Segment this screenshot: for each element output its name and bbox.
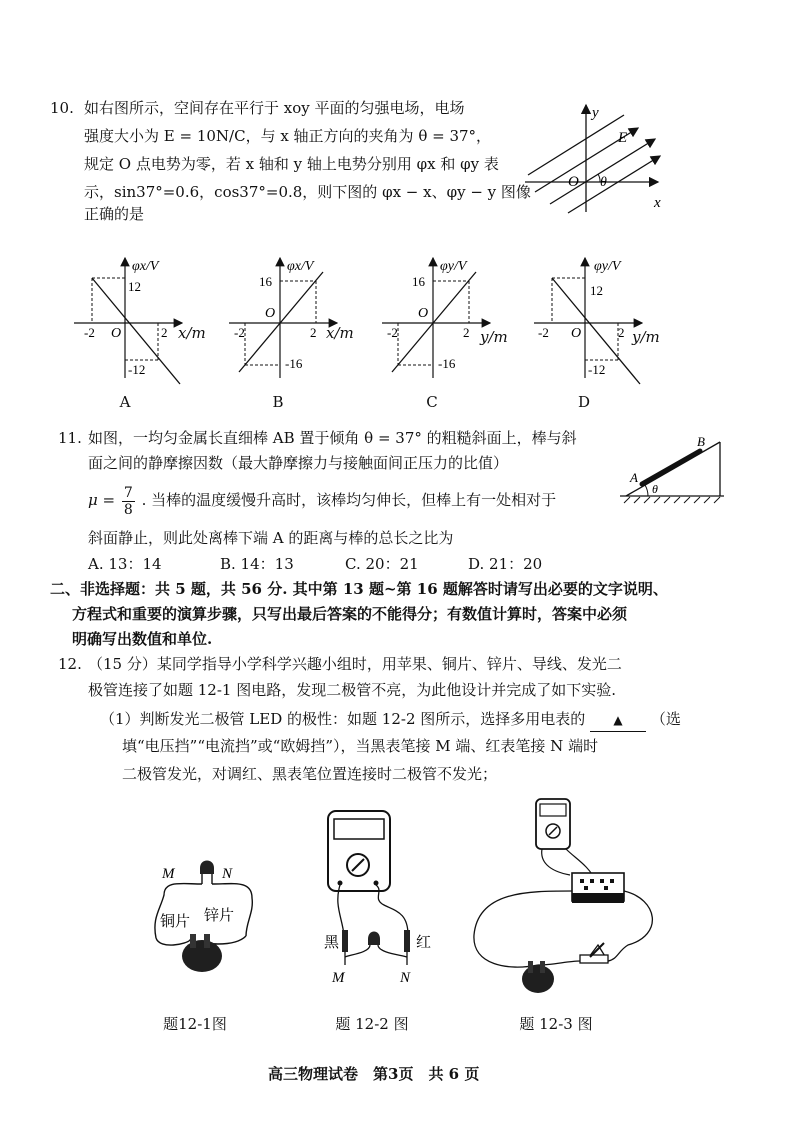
figure-12-3 <box>468 795 668 1000</box>
graph-b-bottom: -16 <box>285 356 303 371</box>
q11-choice-c: C. 20：21 <box>345 555 419 573</box>
graph-d-xlabel: y/m <box>632 328 660 346</box>
graph-a-right: 2 <box>161 325 168 340</box>
graph-a-letter: A <box>119 393 131 411</box>
graph-b-xlabel: x/m <box>326 324 354 342</box>
graph-a-origin: O <box>111 326 122 341</box>
graph-c-right: 2 <box>463 325 470 340</box>
mu-denominator: 8 <box>123 501 133 518</box>
graph-d <box>530 250 650 385</box>
graph-c-left: -2 <box>387 325 398 340</box>
mu-prefix: μ = <box>88 491 116 509</box>
graph-b-right: 2 <box>310 325 317 340</box>
field-angle-label: θ <box>600 175 607 190</box>
field-e-label: E <box>618 130 628 146</box>
section2-line-3: 明确写出数值和单位. <box>72 630 213 648</box>
q12-part1-line-2: 填“电压挡”“电流挡”或“欧姆挡”），当黑表笔接 M 端、红表笔接 N 端时 <box>122 737 599 755</box>
graph-d-right: 2 <box>618 325 625 340</box>
f1-m: M <box>162 866 175 882</box>
graph-b-origin: O <box>265 306 276 321</box>
q12-number: 12. <box>58 655 82 673</box>
q11-choice-b: B. 14：13 <box>220 555 294 573</box>
graph-a-left: -2 <box>84 325 95 340</box>
graph-d-ylabel: φy/V <box>594 259 621 274</box>
q11-number: 11. <box>58 429 82 447</box>
graph-c <box>378 250 498 385</box>
f2-black: 黑 <box>324 935 340 951</box>
incline-label-a: A <box>630 470 638 485</box>
f2-m: M <box>332 970 345 986</box>
field-origin-label: O <box>568 174 579 190</box>
q12-line-2: 极管连接了如题 12-1 图电路，发现二极管不亮，为此他设计并完成了如下实验. <box>88 681 617 699</box>
graph-a-ylabel: φx/V <box>132 259 159 274</box>
f2-red: 红 <box>416 935 432 951</box>
figure-12-2 <box>312 805 442 990</box>
graph-b-ylabel: φx/V <box>287 259 314 274</box>
incline-figure <box>612 432 732 507</box>
q12-part1-line-3: 二极管发光，对调红、黑表笔位置连接时二极管不发光； <box>122 765 498 783</box>
q10-line-4: 示，sin37°=0.6，cos37°=0.8，则下图的 φx − x、φy − y 图像 <box>84 183 531 201</box>
graph-d-top: 12 <box>590 283 603 298</box>
section2-line-2: 方程式和重要的演算步骤，只写出最后答案的不能得分；有数值计算时，答案中必须 <box>72 605 628 623</box>
f2-n: N <box>400 970 411 986</box>
figure-12-3-caption: 题 12-3 图 <box>519 1015 593 1033</box>
incline-label-b: B <box>697 434 705 449</box>
figure-12-1 <box>142 840 282 990</box>
f1-copper: 铜片 <box>160 914 191 930</box>
graph-d-origin: O <box>571 326 582 341</box>
graph-d-letter: D <box>577 393 591 411</box>
q10-line-1: 如右图所示，空间存在平行于 xoy 平面的匀强电场，电场 <box>84 99 465 117</box>
q11-line-3 <box>88 478 556 522</box>
field-y-label: y <box>592 105 599 121</box>
graph-d-bottom: -12 <box>588 362 606 377</box>
q10-line-2: 强度大小为 E = 10N/C，与 x 轴正方向的夹角为 θ = 37°， <box>84 127 492 145</box>
q10-line-5: 正确的是 <box>84 205 145 223</box>
electric-field-figure <box>520 100 670 215</box>
graph-a <box>70 250 190 385</box>
figure-12-2-caption: 题 12-2 图 <box>335 1015 409 1033</box>
graph-c-letter: C <box>426 393 438 411</box>
mu-fraction <box>122 485 135 518</box>
graph-d-left: -2 <box>538 325 549 340</box>
graph-b <box>225 250 345 385</box>
field-x-label: x <box>654 195 661 211</box>
incline-angle: θ <box>652 482 658 496</box>
q12-line-1: （15 分）某同学指导小学科学兴趣小组时，用苹果、铜片、锌片、导线、发光二 <box>88 655 622 673</box>
option-graphs <box>0 250 794 420</box>
f1-n: N <box>222 866 233 882</box>
graph-a-xlabel: x/m <box>178 324 206 342</box>
q11-line-3-rest: . 当棒的温度缓慢升高时，该棒均匀伸长，但棒上有一处相对于 <box>141 491 557 509</box>
q10-line-3: 规定 O 点电势为零，若 x 轴和 y 轴上电势分别用 φx 和 φy 表 <box>84 155 499 173</box>
graph-a-top: 12 <box>128 279 141 294</box>
q10-number: 10. <box>50 99 74 117</box>
q12-part1-end: （选 <box>650 710 681 728</box>
graph-b-top: 16 <box>259 274 272 289</box>
section2-line-1: 二、非选择题：共 5 题，共 56 分. 其中第 13 题~第 16 题解答时请写出必要的文字说明、 <box>50 580 668 598</box>
graph-c-bottom: -16 <box>438 356 456 371</box>
graph-c-xlabel: y/m <box>480 328 508 346</box>
q11-line-1: 如图，一均匀金属长直细棒 AB 置于倾角 θ = 37° 的粗糙斜面上，棒与斜 <box>88 429 577 447</box>
graph-c-origin: O <box>418 306 429 321</box>
q12-part1-text: （1）判断发光二极管 LED 的极性：如题 12-2 图所示，选择多用电表的 <box>100 710 586 728</box>
mu-numerator: 7 <box>123 484 133 501</box>
q12-part1-line-1 <box>100 708 681 732</box>
blank-marker: ▲ <box>613 713 623 727</box>
graph-c-top: 16 <box>412 274 425 289</box>
q11-line-2: 面之间的静摩擦因数（最大静摩擦力与接触面间正压力的比值） <box>88 454 509 472</box>
figure-12-1-caption: 题12-1图 <box>163 1015 227 1033</box>
q11-line-4: 斜面静止，则此处离棒下端 A 的距离与棒的总长之比为 <box>88 529 454 547</box>
graph-a-bottom: -12 <box>128 362 146 377</box>
graph-b-letter: B <box>272 393 284 411</box>
q11-choice-d: D. 21：20 <box>468 555 543 573</box>
graph-b-left: -2 <box>234 325 245 340</box>
answer-blank[interactable] <box>590 708 646 732</box>
graph-c-ylabel: φy/V <box>440 259 467 274</box>
page-footer: 高三物理试卷 第3页 共 6 页 <box>268 1065 480 1083</box>
q11-choice-a: A. 13：14 <box>88 555 162 573</box>
f1-zinc: 锌片 <box>204 908 235 924</box>
